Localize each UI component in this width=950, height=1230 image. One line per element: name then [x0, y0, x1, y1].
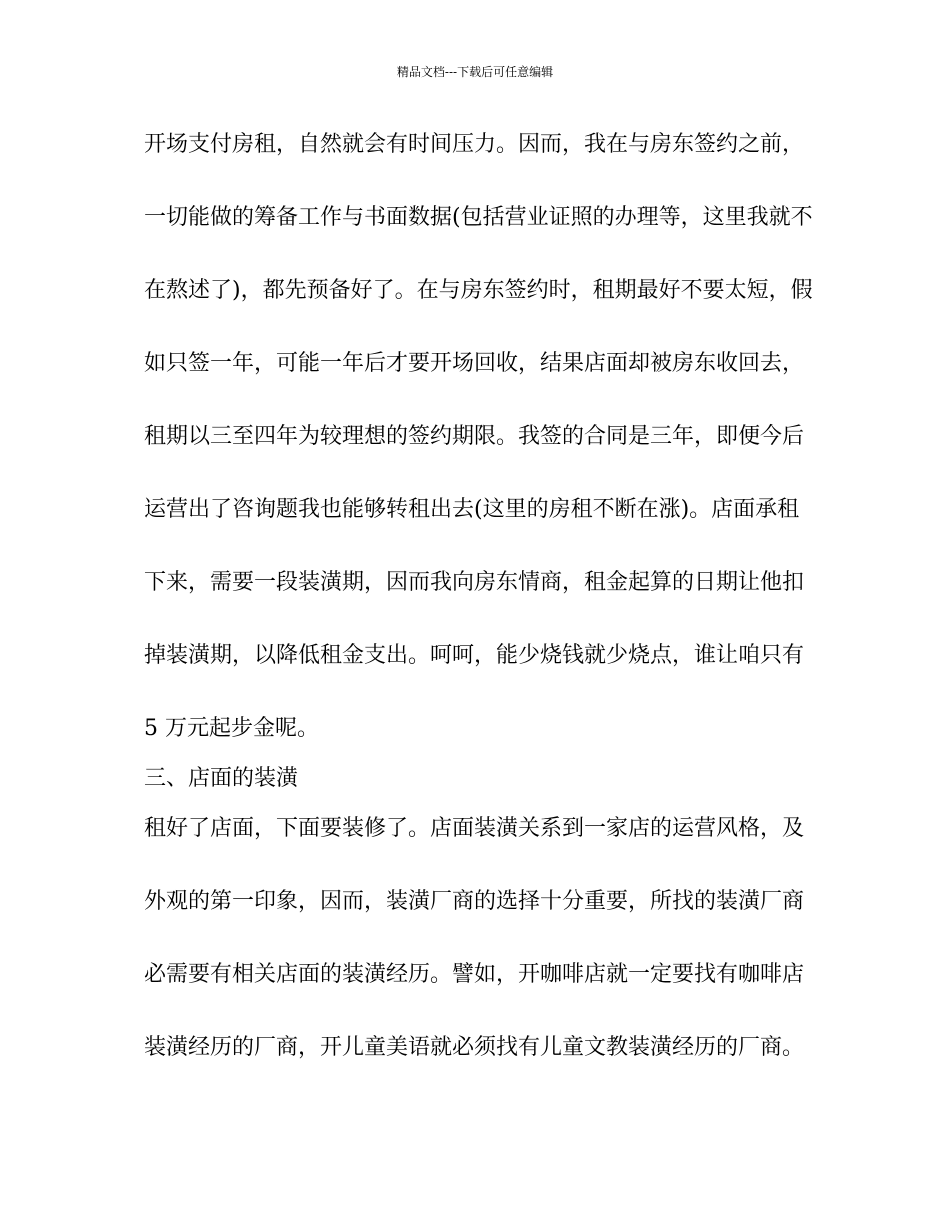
- text-line: 5 万元起步金呢。: [144, 716, 319, 741]
- text-line: 装潢经历的厂商，开儿童美语就必须找有儿童文教装潢经历的厂商。: [144, 1035, 805, 1060]
- text-line: 租好了店面，下面要装修了。店面装潢关系到一家店的运营风格，及: [144, 816, 805, 841]
- text-line: 下来，需要一段装潢期，因而我向房东情商，租金起算的日期让他扣: [144, 570, 805, 595]
- text-line: 一切能做的筹备工作与书面数据(包括营业证照的办理等，这里我就不: [144, 205, 813, 230]
- text-line: 运营出了咨询题我也能够转租出去(这里的房租不断在涨)。店面承租: [144, 497, 800, 522]
- text-line: 外观的第一印象，因而，装潢厂商的选择十分重要，所找的装潢厂商: [144, 889, 805, 914]
- text-line: 租期以三至四年为较理想的签约期限。我签的合同是三年，即便今后: [144, 424, 805, 449]
- text-line: 在熬述了)，都先预备好了。在与房东签约时，租期最好不要太短，假: [144, 278, 813, 303]
- text-line: 必需要有相关店面的装潢经历。譬如，开咖啡店就一定要找有咖啡店: [144, 962, 805, 987]
- document-body: [144, 130, 814, 1106]
- text-line: 如只签一年，可能一年后才要开场回收，结果店面却被房东收回去，: [144, 351, 805, 376]
- page-header: 精品文档---下载后可任意编辑: [396, 65, 554, 79]
- text-line: 掉装潢期，以降低租金支出。呵呵，能少烧钱就少烧点，谁让咱只有: [144, 643, 805, 668]
- section-heading: 三、店面的装潢: [144, 766, 299, 791]
- text-line: 开场支付房租，自然就会有时间压力。因而，我在与房东签约之前，: [144, 132, 805, 157]
